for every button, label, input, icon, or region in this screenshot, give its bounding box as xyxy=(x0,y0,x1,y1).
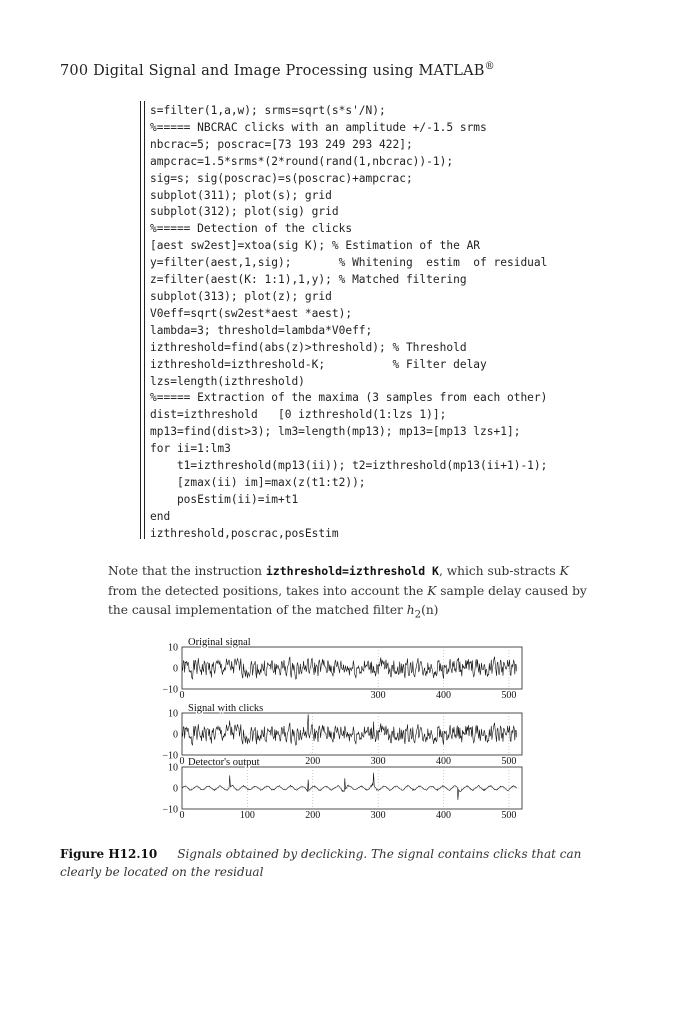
code-line: %===== Detection of the clicks xyxy=(150,222,353,236)
code-line: subplot(312); plot(sig) grid xyxy=(150,205,339,219)
code-line: izthreshold=izthreshold-K; % Filter delay xyxy=(150,357,487,371)
x-tick-label: 400 xyxy=(436,810,452,821)
page-number: 700 xyxy=(60,62,89,79)
x-tick-label: 300 xyxy=(370,810,386,821)
figure-h12-10 xyxy=(150,636,530,826)
note-text-1: Note that the instruction xyxy=(108,564,262,578)
code-block-bar xyxy=(140,101,145,539)
x-tick-label: 500 xyxy=(501,756,517,767)
x-tick-label: 400 xyxy=(436,690,452,701)
y-tick-label: 0 xyxy=(173,729,178,741)
x-tick-label: 200 xyxy=(305,756,321,767)
code-line: %===== NBCRAC clicks with an amplitude +/-1.5 srms xyxy=(150,120,487,134)
caption-label: Figure H12.10 xyxy=(60,847,158,861)
code-line: lzs=length(izthreshold) xyxy=(150,374,305,388)
code-line: for ii=1:lm3 xyxy=(150,442,231,456)
x-tick-label: 0 xyxy=(179,690,185,701)
registered-mark: ® xyxy=(484,61,495,72)
note-var-k1: K xyxy=(559,564,569,578)
code-line: sig=s; sig(poscrac)=s(poscrac)+ampcrac; xyxy=(150,171,413,185)
code-line: end xyxy=(150,509,171,523)
code-line: mp13=find(dist>3); lm3=length(mp13); mp13=[mp13 lzs+1]; xyxy=(150,425,521,439)
signal-series xyxy=(182,773,517,800)
y-tick-label: 10 xyxy=(168,642,178,654)
code-line: y=filter(aest,1,sig); % Whitening estim of residual xyxy=(150,256,548,270)
code-line: t1=izthreshold(mp13(ii)); t2=izthreshold(mp13(ii+1)-1); xyxy=(150,459,548,473)
code-line: V0eff=sqrt(sw2est*aest *aest); xyxy=(150,306,353,320)
code-line: s=filter(1,a,w); srms=sqrt(s*s'/N); xyxy=(150,104,386,117)
code-line: dist=izthreshold [0 izthreshold(1:lzs 1)]; xyxy=(150,408,447,422)
figure-caption xyxy=(60,845,620,881)
y-tick-label: 0 xyxy=(173,783,178,795)
x-tick-label: 200 xyxy=(305,810,321,821)
note-paragraph xyxy=(108,562,598,625)
y-tick-label: −10 xyxy=(162,804,178,816)
matlab-code-block xyxy=(150,103,547,543)
plot-title: Signal with clicks xyxy=(188,703,264,714)
x-tick-label: 500 xyxy=(501,690,517,701)
signal-series xyxy=(182,657,517,680)
note-var-n: (n) xyxy=(421,603,439,617)
code-line: %===== Extraction of the maxima (3 samples from each other) xyxy=(150,391,548,405)
y-tick-label: 0 xyxy=(173,663,178,675)
caption-text: Signals obtained by declicking. The signal contains clicks that can clearly be located on the residual xyxy=(60,847,582,879)
code-line: [aest sw2est]=xtoa(sig K); % Estimation of the AR xyxy=(150,239,481,253)
plot-title: Detector's output xyxy=(188,757,260,768)
note-text-3: from the detected positions, takes into account the xyxy=(108,583,424,598)
x-tick-label: 300 xyxy=(370,756,386,767)
plot-title: Original signal xyxy=(188,637,251,648)
code-line: z=filter(aest(K: 1:1),1,y); % Matched filtering xyxy=(150,273,467,287)
code-line: [zmax(ii) im]=max(z(t1:t2)); xyxy=(150,475,366,489)
y-tick-label: −10 xyxy=(162,684,178,696)
code-line: izthreshold=find(abs(z)>threshold); % Threshold xyxy=(150,340,467,354)
note-text-2: , which sub-stracts xyxy=(438,564,556,578)
signal-series xyxy=(182,714,517,745)
x-tick-label: 300 xyxy=(370,690,386,701)
note-var-k2: K xyxy=(427,583,437,598)
running-title: Digital Signal and Image Processing using MATLAB xyxy=(93,62,485,79)
x-tick-label: 0 xyxy=(179,810,185,821)
y-tick-label: 10 xyxy=(168,708,178,720)
code-line: subplot(311); plot(s); grid xyxy=(150,188,332,202)
note-text-4: sample delay caused by the causal implementation of the matched filter xyxy=(108,583,587,617)
x-tick-label: 100 xyxy=(239,810,255,821)
y-tick-label: 10 xyxy=(168,762,178,774)
code-line: izthreshold,poscrac,posEstim xyxy=(150,526,339,540)
note-var-h: h xyxy=(406,603,415,617)
note-var-h-sub: 2 xyxy=(414,609,422,621)
code-line: lambda=3; threshold=lambda*V0eff; xyxy=(150,323,373,337)
note-code: izthreshold=izthreshold K xyxy=(265,564,439,578)
code-line: subplot(313); plot(z); grid xyxy=(150,289,332,303)
code-line: posEstim(ii)=im+t1 xyxy=(150,492,299,506)
code-line: ampcrac=1.5*srms*(2*round(rand(1,nbcrac))-1); xyxy=(150,154,454,168)
x-tick-label: 500 xyxy=(501,810,517,821)
x-tick-label: 0 xyxy=(179,756,185,767)
x-tick-label: 400 xyxy=(436,756,452,767)
code-line: nbcrac=5; poscrac=[73 193 249 293 422]; xyxy=(150,137,413,151)
y-tick-label: −10 xyxy=(162,750,178,762)
page-header xyxy=(60,61,495,79)
